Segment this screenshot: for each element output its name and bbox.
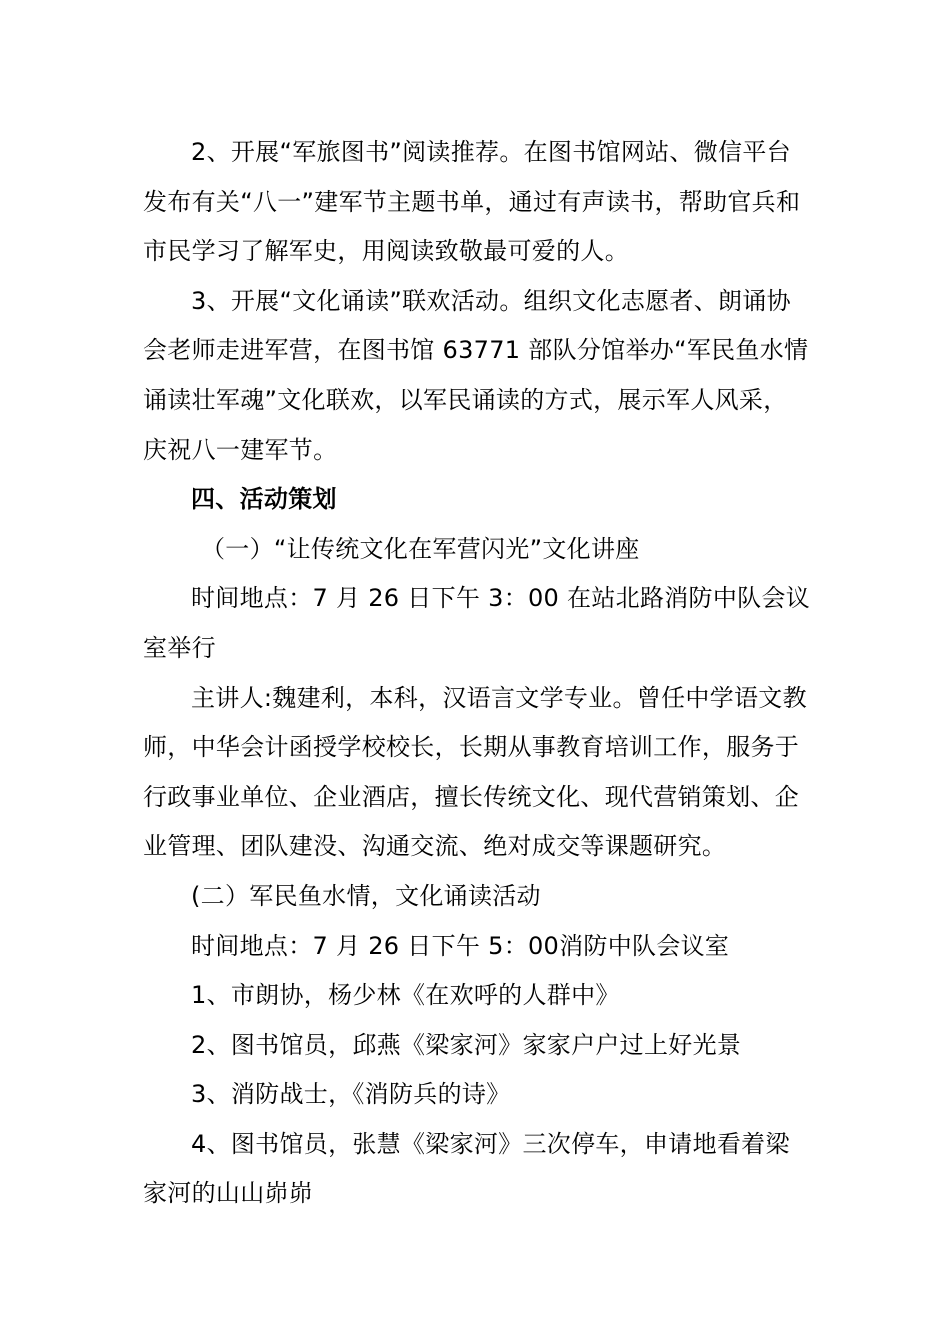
program-item-4: 4、图书馆员，张慧《梁家河》三次停车，申请地看着梁家河的山山峁峁 [143,1129,790,1208]
paragraph-recitation-time-place: 时间地点：7 月 26 日下午 5：00消防中队会议室 [191,931,730,960]
document-body [143,128,811,1219]
subsection-heading-lecture: （一）“让传统文化在军营闪光”文化讲座 [201,534,640,563]
section-heading-activity-planning: 四、活动策划 [191,485,337,514]
program-item-1: 1、市朗协，杨少林《在欢呼的人群中》 [191,981,620,1010]
paragraph-culture-recitation: 3、开展“文化诵读”联欢活动。组织文化志愿者、朗诵协会老师走进军营，在图书馆 63771 部队分馆举办“军民鱼水情诵读壮军魂”文化联欢，以军民诵读的方式，展示军人风采，庆祝八一建军节。 [143,286,809,464]
program-item-2: 2、图书馆员，邱燕《梁家河》家家户户过上好光景 [191,1030,742,1059]
subsection-heading-recitation: (二）军民鱼水情，文化诵读活动 [191,881,541,910]
program-item-3: 3、消防战士，《消防兵的诗》 [191,1080,511,1109]
paragraph-lecture-time-place: 时间地点：7 月 26 日下午 3：00 在站北路消防中队会议室举行 [143,584,811,662]
paragraph-speaker-bio: 主讲人:魏建利，本科，汉语言文学专业。曾任中学语文教师，中华会计函授学校校长，长期从事教育培训工作，服务于行政事业单位、企业酒店，擅长传统文化、现代营销策划、企业管理、团队建没、沟通交流、绝对成交等课题研究。 [143,683,807,861]
paragraph-military-books: 2、开展“军旅图书”阅读推荐。在图书馆网站、微信平台发布有关“八一”建军节主题书单，通过有声读书，帮助官兵和市民学习了解军史，用阅读致敬最可爱的人。 [143,138,801,266]
